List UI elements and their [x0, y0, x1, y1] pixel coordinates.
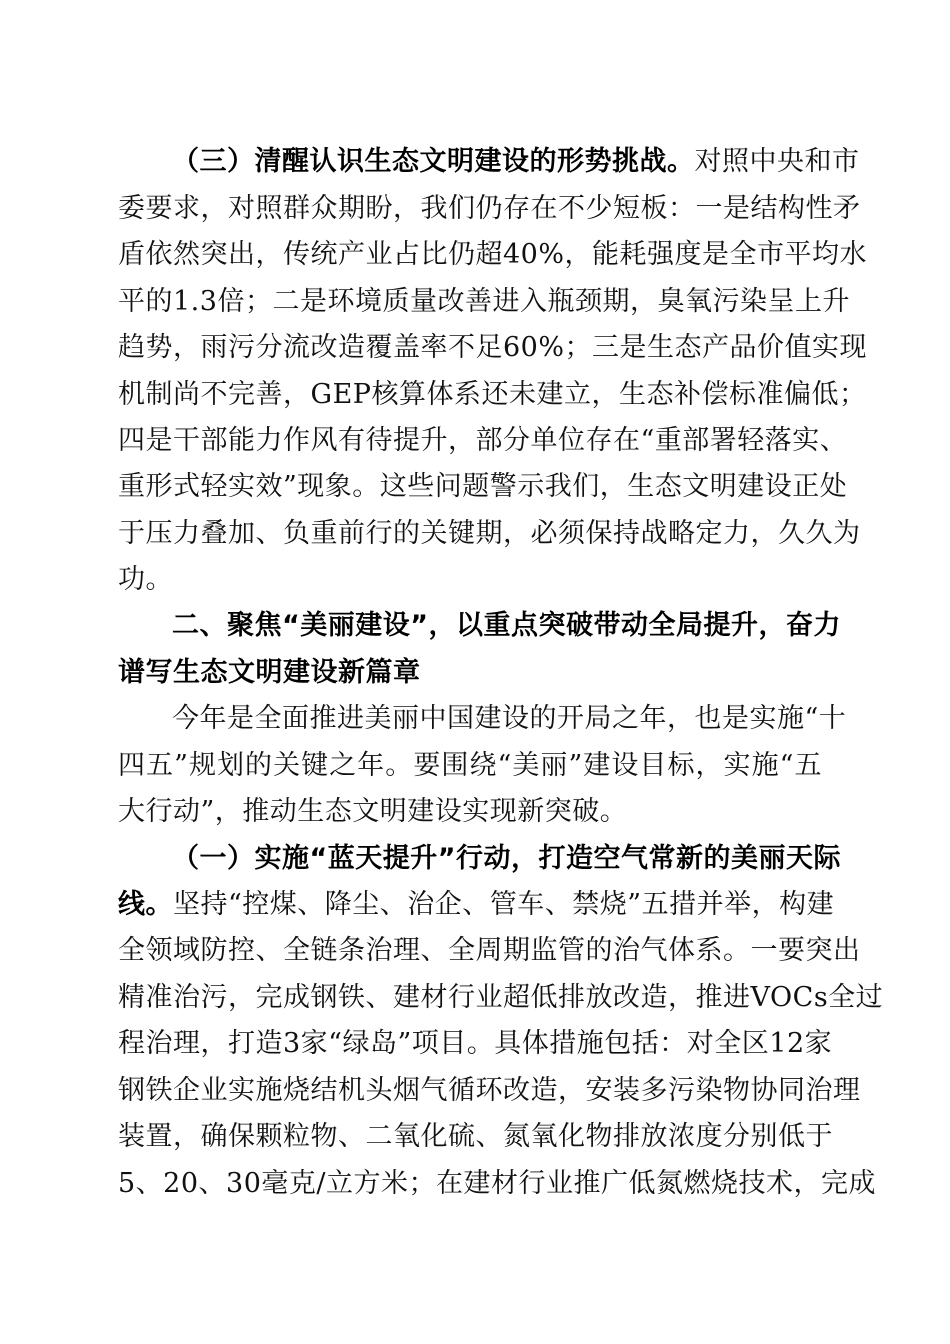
intro-line-3: 大行动”，推动生态文明建设实现新突破。	[118, 796, 628, 827]
section-3-title: （三）清醒认识生态文明建设的形势挑战。	[172, 146, 695, 177]
intro-line-1: 今年是全面推进美丽中国建设的开局之年，也是实施“十	[172, 703, 847, 734]
subsection-1-title-end: 线。	[118, 889, 173, 920]
section-3-text: 对照中央和市	[694, 146, 860, 177]
section-3-line-4: 平的1.3倍；二是环境质量改善进入瓶颈期，臭氧污染呈上升	[118, 286, 850, 317]
subsection-1-line-4: 精准治污，完成钢铁、建材行业超低排放改造，推进VOCs全过	[118, 982, 884, 1013]
intro-line-2: 四五”规划的关键之年。要围绕“美丽”建设目标，实施“五	[118, 750, 822, 781]
section-3-line-1	[172, 143, 860, 181]
subsection-1-line-8: 5、20、30毫克/立方米；在建材行业推广低氮燃烧技术，完成	[118, 1168, 876, 1199]
section-3-line-7: 四是干部能力作风有待提升，部分单位存在“重部署轻落实、	[118, 425, 848, 456]
section-3-line-3: 盾依然突出，传统产业占比仍超40%，能耗强度是全市平均水	[118, 239, 868, 270]
heading-2-line-1: 二、聚焦“美丽建设”，以重点突破带动全局提升，奋力	[172, 610, 841, 641]
subsection-1-text-start: 坚持“控煤、降尘、治企、管车、禁烧”五措并举，构建	[173, 889, 835, 920]
subsection-1-line-2	[118, 886, 835, 924]
section-3-line-8: 重形式轻实效”现象。这些问题警示我们，生态文明建设正处	[118, 471, 848, 502]
section-3-line-5: 趋势，雨污分流改造覆盖率不足60%；三是生态产品价值实现	[118, 332, 868, 363]
subsection-1-line-3: 全领域防控、全链条治理、全周期监管的治气体系。一要突出	[118, 935, 861, 966]
subsection-1-line-6: 钢铁企业实施烧结机头烟气循环改造，安装多污染物协同治理	[118, 1075, 861, 1106]
section-3-line-2: 委要求，对照群众期盼，我们仍存在不少短板：一是结构性矛	[118, 193, 861, 224]
subsection-1-line-5: 程治理，打造3家“绿岛”项目。具体措施包括：对全区12家	[118, 1028, 833, 1059]
heading-2-line-2: 谱写生态文明建设新篇章	[118, 657, 421, 688]
section-3-line-9: 于压力叠加、负重前行的关键期，必须保持战略定力，久久为	[118, 518, 861, 549]
subsection-1-title-line-1: （一）实施“蓝天提升”行动，打造空气常新的美丽天际	[172, 843, 841, 874]
section-3-line-6: 机制尚不完善，GEP核算体系还未建立，生态补偿标准偏低；	[118, 379, 867, 410]
subsection-1-line-7: 装置，确保颗粒物、二氧化硫、氮氧化物排放浓度分别低于	[118, 1121, 833, 1152]
section-3-line-10: 功。	[118, 564, 173, 595]
